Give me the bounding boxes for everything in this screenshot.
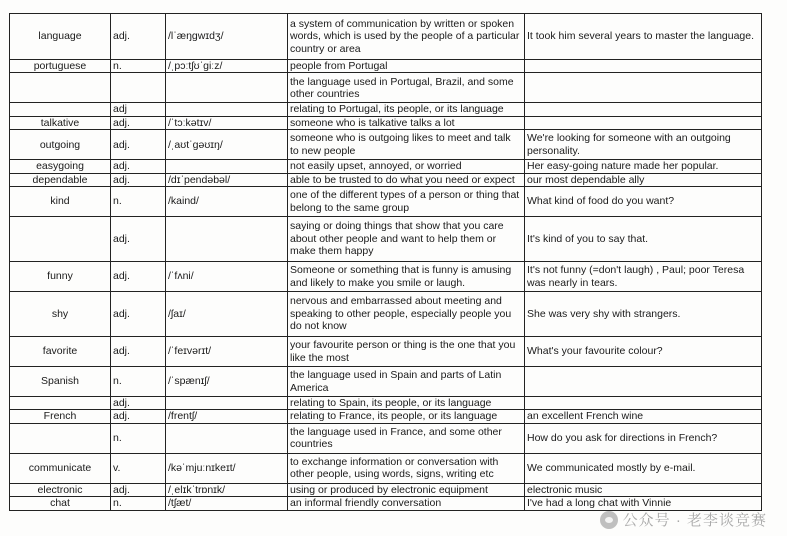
- table-row: [10, 397, 762, 410]
- word-cell: [10, 423, 111, 453]
- word-cell: chat: [10, 497, 111, 510]
- definition-cell: not easily upset, annoyed, or worried: [288, 160, 525, 173]
- definition-cell: Someone or something that is funny is amusing and likely to make you smile or laugh.: [288, 262, 525, 292]
- definition-cell: nervous and embarrassed about meeting and speaking to other people, especially people you do not know: [288, 292, 525, 337]
- pronunciation-cell: /tʃæt/: [166, 497, 288, 510]
- pronunciation-cell: /ˌpɔːtʃʊˈgiːz/: [166, 60, 288, 73]
- pronunciation-cell: /ˈspænɪʃ/: [166, 367, 288, 397]
- watermark-text: 公众号 · 老李谈竞赛: [622, 512, 767, 529]
- example-cell: What's your favourite colour?: [525, 337, 762, 367]
- example-cell: Her easy-going nature made her popular.: [525, 160, 762, 173]
- word-cell: outgoing: [10, 130, 111, 160]
- definition-cell: relating to France, its people, or its language: [288, 410, 525, 423]
- table-row: [10, 262, 762, 292]
- pronunciation-cell: /kaind/: [166, 187, 288, 217]
- word-cell: French: [10, 410, 111, 423]
- part-of-speech-cell: adj.: [111, 116, 166, 129]
- definition-cell: to exchange information or conversation with other people, using words, signs, writing etc: [288, 453, 525, 483]
- part-of-speech-cell: adj.: [111, 160, 166, 173]
- word-cell: electronic: [10, 483, 111, 496]
- pronunciation-cell: /dɪˈpendəbəl/: [166, 173, 288, 186]
- table-row: [10, 130, 762, 160]
- definition-cell: an informal friendly conversation: [288, 497, 525, 510]
- part-of-speech-cell: n.: [111, 60, 166, 73]
- pronunciation-cell: /lˈæŋgwɪdʒ/: [166, 14, 288, 60]
- part-of-speech-cell: adj.: [111, 397, 166, 410]
- definition-cell: a system of communication by written or spoken words, which is used by the people of a particular country or area: [288, 14, 525, 60]
- part-of-speech-cell: n.: [111, 187, 166, 217]
- definition-cell: people from Portugal: [288, 60, 525, 73]
- part-of-speech-cell: [111, 73, 166, 103]
- definition-cell: someone who is outgoing likes to meet and talk to new people: [288, 130, 525, 160]
- example-cell: [525, 103, 762, 116]
- pronunciation-cell: [166, 397, 288, 410]
- example-cell: We communicated mostly by e-mail.: [525, 453, 762, 483]
- word-cell: kind: [10, 187, 111, 217]
- table-row: [10, 14, 762, 60]
- definition-cell: your favourite person or thing is the one that you like the most: [288, 337, 525, 367]
- definition-cell: the language used in France, and some other countries: [288, 423, 525, 453]
- definition-cell: able to be trusted to do what you need or expect: [288, 173, 525, 186]
- word-cell: dependable: [10, 173, 111, 186]
- word-cell: easygoing: [10, 160, 111, 173]
- example-cell: electronic music: [525, 483, 762, 496]
- pronunciation-cell: [166, 217, 288, 262]
- example-cell: It's kind of you to say that.: [525, 217, 762, 262]
- part-of-speech-cell: adj.: [111, 217, 166, 262]
- table-row: [10, 116, 762, 129]
- definition-cell: one of the different types of a person or thing that belong to the same group: [288, 187, 525, 217]
- table-row: [10, 292, 762, 337]
- pronunciation-cell: [166, 423, 288, 453]
- word-cell: [10, 217, 111, 262]
- pronunciation-cell: /frentʃ/: [166, 410, 288, 423]
- example-cell: [525, 367, 762, 397]
- word-cell: language: [10, 14, 111, 60]
- example-cell: [525, 116, 762, 129]
- pronunciation-cell: /ˈfʌni/: [166, 262, 288, 292]
- part-of-speech-cell: adj.: [111, 337, 166, 367]
- table-row: [10, 367, 762, 397]
- table-row: [10, 423, 762, 453]
- word-cell: favorite: [10, 337, 111, 367]
- example-cell: an excellent French wine: [525, 410, 762, 423]
- table-row: [10, 60, 762, 73]
- pronunciation-cell: [166, 160, 288, 173]
- pronunciation-cell: /kəˈmjuːnɪkeɪt/: [166, 453, 288, 483]
- table-row: [10, 410, 762, 423]
- table-row: [10, 187, 762, 217]
- pronunciation-cell: [166, 103, 288, 116]
- word-cell: Spanish: [10, 367, 111, 397]
- example-cell: We're looking for someone with an outgoing personality.: [525, 130, 762, 160]
- table-row: [10, 337, 762, 367]
- definition-cell: relating to Spain, its people, or its language: [288, 397, 525, 410]
- part-of-speech-cell: n.: [111, 497, 166, 510]
- example-cell: How do you ask for directions in French?: [525, 423, 762, 453]
- pronunciation-cell: /ˌelɪkˈtrɒnɪk/: [166, 483, 288, 496]
- word-cell: communicate: [10, 453, 111, 483]
- definition-cell: saying or doing things that show that you care about other people and want to help them or make them happy: [288, 217, 525, 262]
- part-of-speech-cell: adj.: [111, 14, 166, 60]
- example-cell: [525, 397, 762, 410]
- part-of-speech-cell: n.: [111, 423, 166, 453]
- word-cell: [10, 73, 111, 103]
- example-cell: It took him several years to master the language.: [525, 14, 762, 60]
- example-cell: She was very shy with strangers.: [525, 292, 762, 337]
- word-cell: [10, 397, 111, 410]
- table-row: [10, 483, 762, 496]
- vocabulary-table-body: [10, 14, 762, 511]
- table-row: [10, 103, 762, 116]
- definition-cell: someone who is talkative talks a lot: [288, 116, 525, 129]
- part-of-speech-cell: adj.: [111, 130, 166, 160]
- example-cell: our most dependable ally: [525, 173, 762, 186]
- example-cell: I've had a long chat with Vinnie: [525, 497, 762, 510]
- word-cell: portuguese: [10, 60, 111, 73]
- part-of-speech-cell: v.: [111, 453, 166, 483]
- definition-cell: relating to Portugal, its people, or its language: [288, 103, 525, 116]
- part-of-speech-cell: adj.: [111, 173, 166, 186]
- part-of-speech-cell: adj.: [111, 410, 166, 423]
- part-of-speech-cell: n.: [111, 367, 166, 397]
- word-cell: shy: [10, 292, 111, 337]
- definition-cell: using or produced by electronic equipment: [288, 483, 525, 496]
- part-of-speech-cell: adj: [111, 103, 166, 116]
- word-cell: talkative: [10, 116, 111, 129]
- pronunciation-cell: /ˌaʊtˈgəʊɪŋ/: [166, 130, 288, 160]
- watermark: [600, 509, 767, 530]
- table-row: [10, 173, 762, 186]
- pronunciation-cell: /ʃaɪ/: [166, 292, 288, 337]
- example-cell: [525, 60, 762, 73]
- example-cell: [525, 73, 762, 103]
- word-cell: [10, 103, 111, 116]
- table-row: [10, 217, 762, 262]
- table-row: [10, 160, 762, 173]
- table-row: [10, 453, 762, 483]
- table-row: [10, 73, 762, 103]
- part-of-speech-cell: adj.: [111, 262, 166, 292]
- definition-cell: the language used in Portugal, Brazil, and some other countries: [288, 73, 525, 103]
- example-cell: What kind of food do you want?: [525, 187, 762, 217]
- part-of-speech-cell: adj.: [111, 483, 166, 496]
- example-cell: It's not funny (=don't laugh) , Paul; poor Teresa was nearly in tears.: [525, 262, 762, 292]
- definition-cell: the language used in Spain and parts of Latin America: [288, 367, 525, 397]
- pronunciation-cell: /ˈtɔːkətɪv/: [166, 116, 288, 129]
- word-cell: funny: [10, 262, 111, 292]
- wechat-icon: [600, 511, 618, 529]
- part-of-speech-cell: adj.: [111, 292, 166, 337]
- vocabulary-table: [9, 13, 762, 511]
- pronunciation-cell: /ˈfeɪvərɪt/: [166, 337, 288, 367]
- pronunciation-cell: [166, 73, 288, 103]
